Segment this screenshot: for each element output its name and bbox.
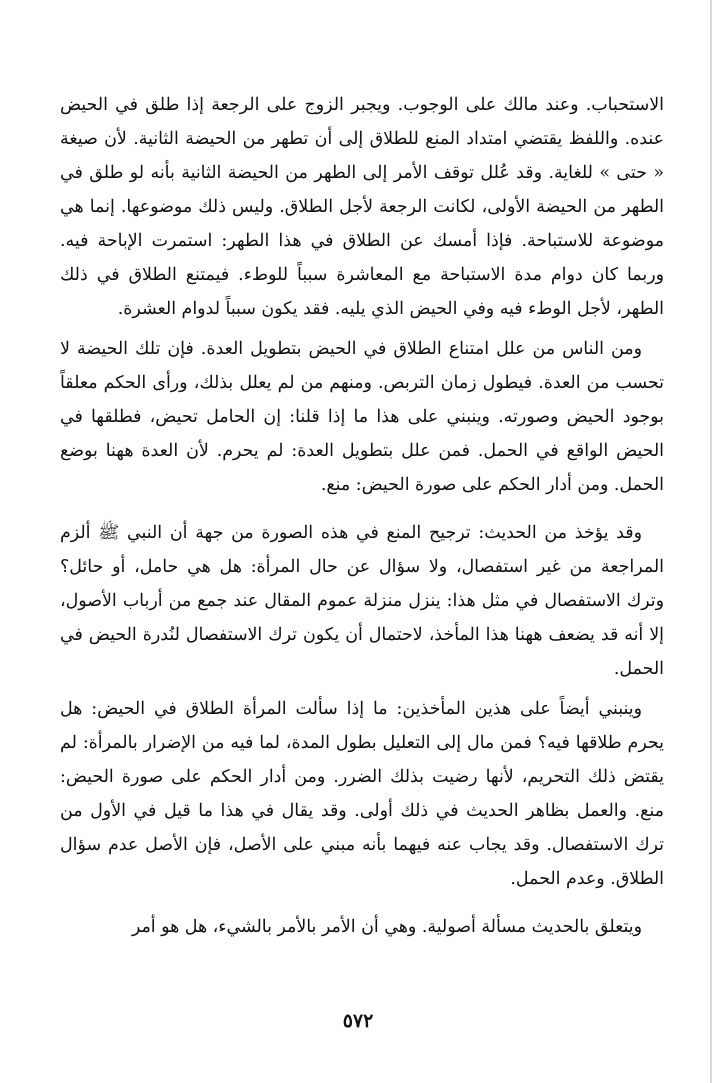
paragraph-1: الاستحباب. وعند مالك على الوجوب. ويجبر الزوج على الرجعة إذا طلق في الحيض عنده. واللفظ يقتضي امتداد المنع للطلاق إلى أن تطهر من الحيضة الثانية. لأن صيغة « حتى » للغاية. وقد عُلل توقف الأمر إلى الطهر من الحيضة الثانية بأنه لو طلق في الطهر من الحيضة الأولى، لكانت الرجعة لأجل الطلاق. وليس ذلك موضوعها. إنما هي موضوعة للاستباحة. فإذا أمسك عن الطلاق في هذا الطهر: استمرت الإباحة فيه. وربما كان دوام مدة الاستباحة مع المعاشرة سبباً للوطء. فيمتنع الطلاق في ذلك الطهر، لأجل الوطء فيه وفي الحيض الذي يليه. فقد يكون سبباً لدوام العشرة.: [60, 95, 664, 319]
paragraph-3: وقد يؤخذ من الحديث: ترجيح المنع في هذه الصورة من جهة أن النبي ﷺ ألزم المراجعة من غير استفصال، ولا سؤال عن حال المرأة: هل هي حامل، أو حائل؟ وترك الاستفصال في مثل هذا: ينزل منزلة عموم المقال عند جمع من أرباب الأصول، إلا أنه قد يضعف ههنا هذا المأخذ، لاحتمال أن يكون ترك الاستفصال لنُدرة الحيض في الحمل.: [60, 523, 664, 679]
page-body: [60, 88, 664, 944]
paragraph-2: ومن الناس من علل امتناع الطلاق في الحيض بتطويل العدة. فإن تلك الحيضة لا تحسب من العدة. فيطول زمان التربص. ومنهم من لم يعلل بذلك، ورأى الحكم معلقاً بوجود الحيض وصورته. وينبني على هذا ما إذا قلنا: إن الحامل تحيض، فطلقها في الحيض الواقع في الحمل. فمن علل بتطويل العدة: لم يحرم. لأن العدة ههنا بوضع الحمل. ومن أدار الحكم على صورة الحيض: منع.: [60, 339, 664, 495]
paragraph-5: ويتعلق بالحديث مسألة أصولية. وهي أن الأمر بالأمر بالشيء، هل هو أمر: [131, 917, 642, 937]
scan-edge-line: [710, 0, 712, 1083]
page-number: ٥٧٢: [342, 1010, 374, 1032]
paragraph-4: وينبني أيضاً على هذين المأخذين: ما إذا سألت المرأة الطلاق في الحيض: هل يحرم طلاقها فيه؟ فمن مال إلى التعليل بطول المدة، لما فيه من الإضرار بالمرأة: لم يقتض ذلك التحريم، لأنها رضيت بذلك الضرر. ومن أدار الحكم على صورة الحيض: منع. والعمل بظاهر الحديث في ذلك أولى. وقد يقال في هذا ما قيل في الأول من ترك الاستفصال. وقد يجاب عنه فيهما بأنه مبني على الأصل، فإن الأصل عدم سؤال الطلاق. وعدم الحمل.: [60, 699, 664, 889]
